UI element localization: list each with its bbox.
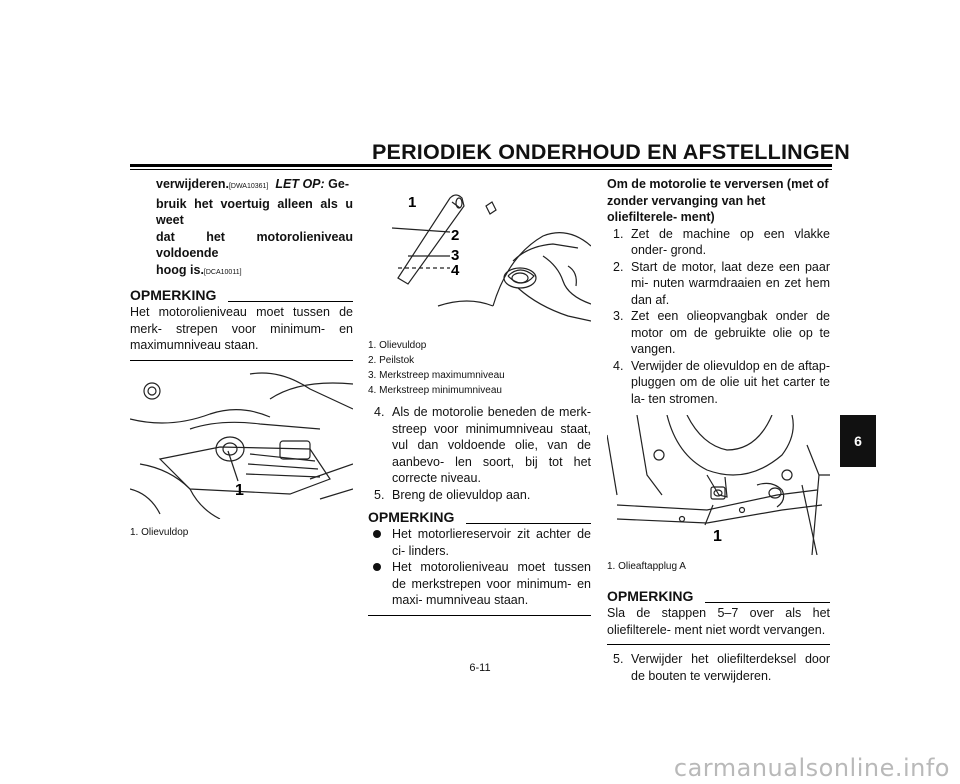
step-item: 1. Zet de machine op een vlakke onder- grond. — [613, 226, 830, 257]
bullet-item: Het motorolieniveau moet tussen de merkstrepen voor minimum- en maxi- mumniveau staan. — [368, 559, 591, 609]
figure-label-1: 1 — [408, 194, 417, 211]
bullet-icon — [373, 530, 381, 538]
page-title: PERIODIEK ONDERHOUD EN AFSTELLINGEN — [372, 140, 851, 164]
page-number: 6-11 — [469, 662, 491, 674]
note-text: Het motorolieniveau moet tussen de merk- strepen voor minimum- en maximumniveau staan. — [130, 305, 353, 352]
watermark: carmanualsonline.info — [673, 754, 950, 782]
figure-caption: 1. Olievuldop — [130, 526, 189, 538]
caption-item: 2. Peilstok — [368, 355, 415, 366]
bullet-icon — [373, 563, 381, 571]
step-item: 2. Start de motor, laat deze een paar mi- nuten warmdraaien en zet hem dan af. — [613, 259, 830, 307]
figure-label-4: 4 — [451, 262, 460, 279]
caption-item: 4. Merkstreep minimumniveau — [368, 385, 502, 396]
right-column — [607, 176, 830, 684]
note-heading: OPMERKING — [130, 287, 353, 304]
caption-item: 3. Merkstreep maximumniveau — [368, 370, 505, 381]
figure-captions — [368, 338, 591, 398]
note-end-rule — [130, 360, 353, 361]
figure-label: 1 — [713, 528, 722, 545]
figure-label-3: 3 — [451, 247, 460, 264]
step-item: 5. Verwijder het oliefilterdeksel door de bouten te verwijderen. — [613, 652, 830, 683]
note-heading: OPMERKING — [607, 588, 830, 605]
figure-label: 1 — [235, 481, 244, 499]
note-end-rule — [368, 615, 591, 616]
header-rule — [130, 164, 832, 167]
step-item: 4. Als de motorolie beneden de merk- streep voor minimumniveau staat, vul dan voldoende olie, van de aanbevo- len soort, bij tot het correcte niveau. — [374, 405, 591, 485]
header-rule-thin — [130, 169, 832, 170]
warning-text: verwijderen.[DWA10361] LET OP: Ge- bruik het voertuig alleen als u weet dat het motorolieniveau voldoende hoog is.[DCA10011] — [156, 177, 353, 277]
note-heading: OPMERKING — [368, 509, 591, 526]
caption-item: 1. Olievuldop — [368, 340, 427, 351]
step-item: 4. Verwijder de olievuldop en de aftap- pluggen om de olie uit het carter te la- ten stromen. — [613, 358, 830, 406]
bullet-item: Het motorliereservoir zit achter de ci- linders. — [368, 526, 591, 559]
section-heading: Om de motorolie te verversen (met of zonder vervanging van het oliefilterele- ment) — [607, 177, 829, 224]
left-column — [130, 176, 353, 540]
note-text: Sla de stappen 5–7 over als het oliefilterele- ment niet wordt vervangen. — [607, 606, 830, 637]
figure-label-2: 2 — [451, 227, 460, 244]
figure-caption: 1. Olieaftapplug A — [607, 561, 686, 572]
middle-column — [368, 186, 591, 616]
step-item: 3. Zet een olieopvangbak onder de motor om de gebruikte olie op te vangen. — [613, 309, 830, 356]
note-end-rule — [607, 644, 830, 645]
section-tab[interactable]: 6 — [840, 415, 876, 467]
drain-plug-illustration — [607, 415, 830, 555]
dipstick-illustration — [368, 186, 591, 336]
step-item: 5. Breng de olievuldop aan. — [374, 487, 531, 502]
oil-filler-cap-illustration — [130, 369, 353, 519]
